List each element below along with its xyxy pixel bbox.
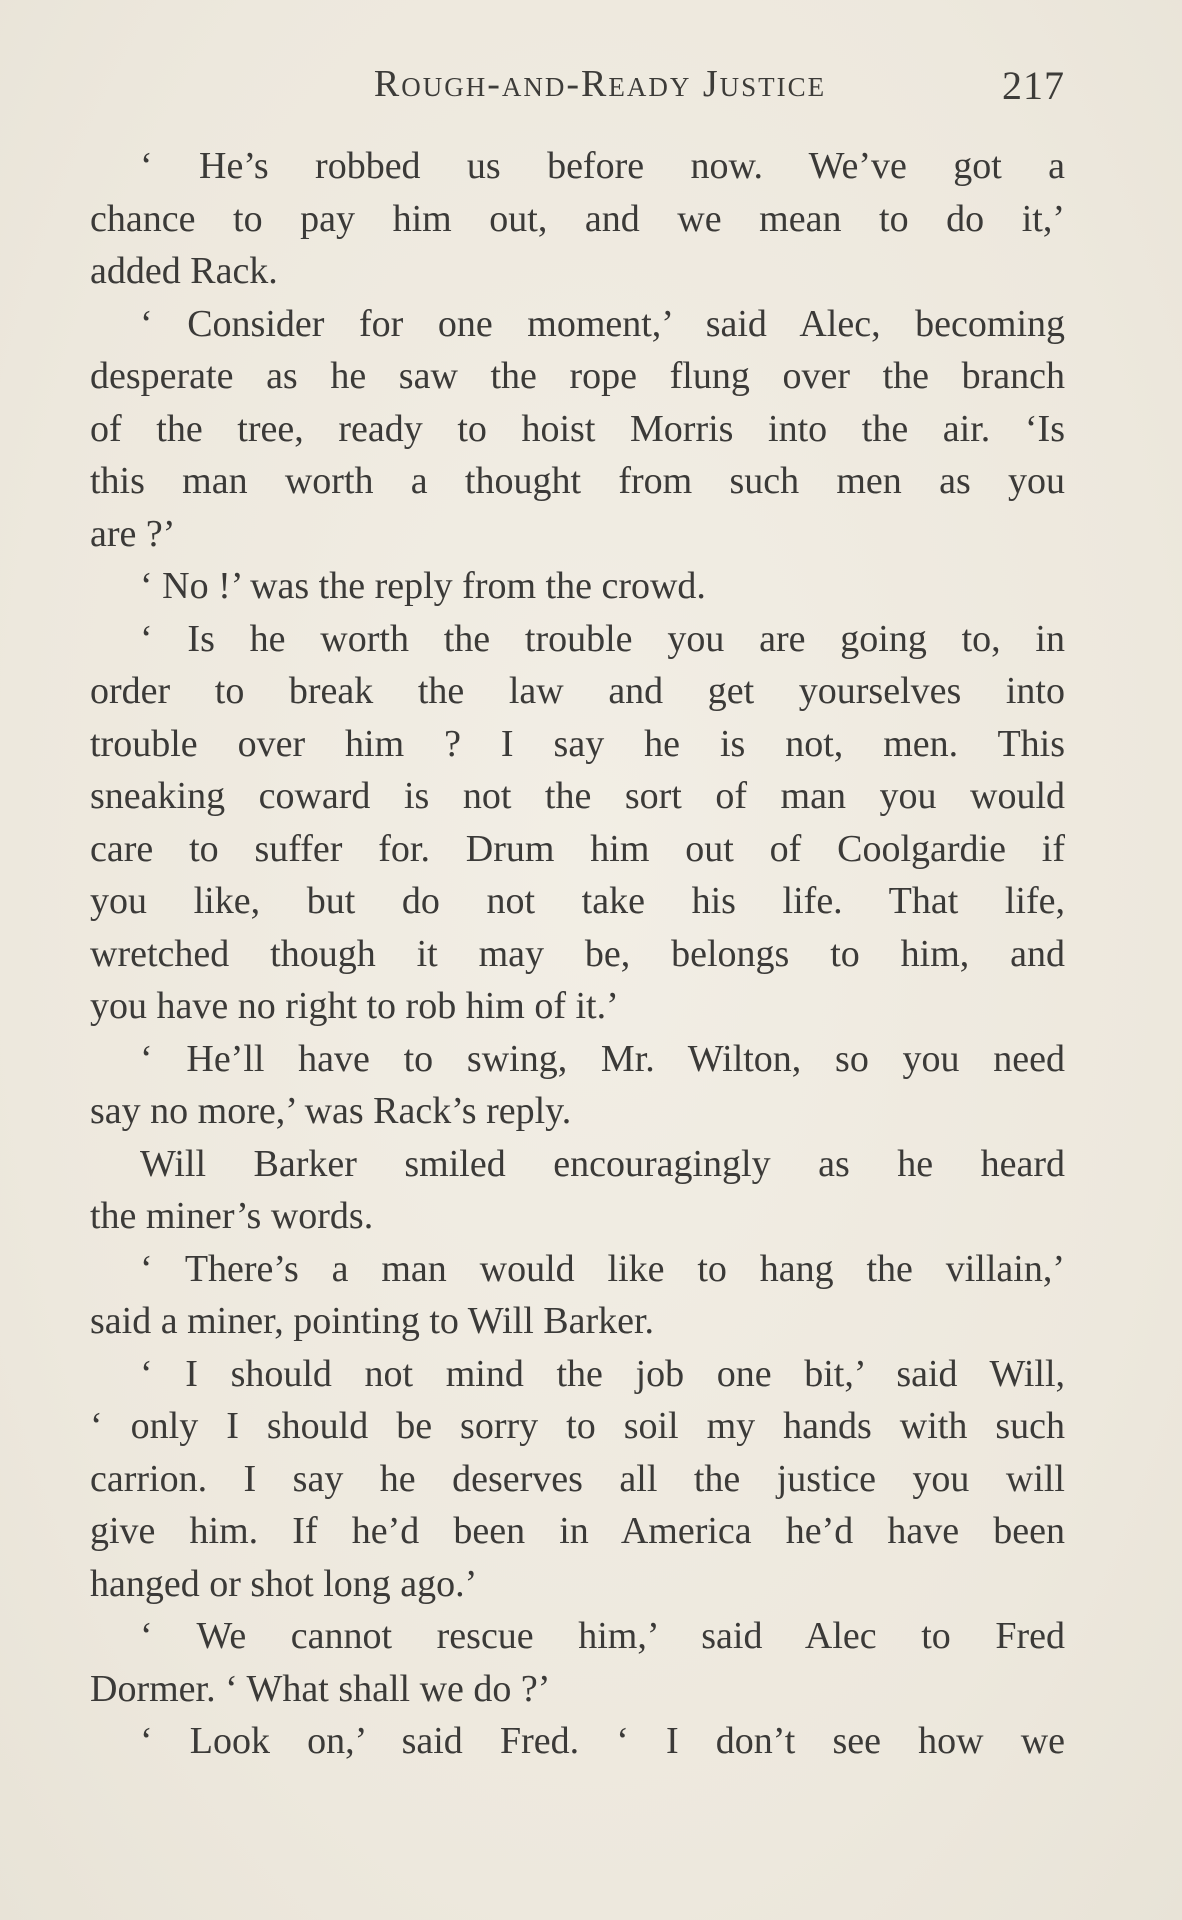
- text-line: ‘ No !’ was the reply from the crowd.: [140, 565, 706, 607]
- running-title: Rough-and-Ready Justice: [373, 63, 827, 105]
- text-line: care to suffer for. Drum him out of Coolgardie if: [90, 827, 1065, 870]
- text-line: said a miner, pointing to Will Barker.: [90, 1300, 655, 1342]
- text-line: this man worth a thought from such men as you: [90, 460, 1065, 502]
- text-line: the miner’s words.: [90, 1195, 374, 1237]
- text-line: order to break the law and get yourselves into: [90, 670, 1065, 712]
- text-line: say no more,’ was Rack’s reply.: [90, 1090, 572, 1132]
- text-line: ‘ He’s robbed us before now. We’ve got a: [140, 145, 1065, 187]
- text-line: trouble over him ? I say he is not, men. This: [90, 722, 1065, 765]
- text-line: you have no right to rob him of it.’: [90, 985, 619, 1027]
- text-line: ‘ Look on,’ said Fred. ‘ I don’t see how we: [140, 1720, 1065, 1762]
- text-line: Dormer. ‘ What shall we do ?’: [90, 1667, 551, 1710]
- text-line: sneaking coward is not the sort of man you would: [90, 775, 1065, 817]
- text-line: you like, but do not take his life. That life,: [90, 880, 1065, 922]
- text-line: desperate as he saw the rope flung over the branch: [90, 355, 1065, 397]
- text-line: give him. If he’d been in America he’d have been: [90, 1510, 1065, 1552]
- text-line: ‘ We cannot rescue him,’ said Alec to Fred: [140, 1615, 1065, 1657]
- text-line: ‘ There’s a man would like to hang the villain,’: [140, 1247, 1065, 1290]
- body-text: [90, 140, 1065, 1768]
- text-line: are ?’: [90, 512, 176, 555]
- text-line: ‘ I should not mind the job one bit,’ said Will,: [140, 1352, 1065, 1395]
- text-line: ‘ only I should be sorry to soil my hands with such: [90, 1405, 1065, 1447]
- running-head: [90, 62, 1065, 112]
- text-line: of the tree, ready to hoist Morris into the air. ‘Is: [90, 407, 1065, 450]
- text-line: ‘ Is he worth the trouble you are going to, in: [140, 617, 1065, 660]
- text-line: ‘ Consider for one moment,’ said Alec, becoming: [140, 302, 1065, 345]
- text-line: hanged or shot long ago.’: [90, 1562, 478, 1605]
- text-line: carrion. I say he deserves all the justice you will: [90, 1457, 1065, 1500]
- text-line: Will Barker smiled encouragingly as he heard: [140, 1142, 1065, 1185]
- text-line: chance to pay him out, and we mean to do it,’: [90, 197, 1065, 240]
- text-line: wretched though it may be, belongs to him, and: [90, 932, 1065, 975]
- text-line: added Rack.: [90, 250, 278, 292]
- page-number: 217: [1002, 63, 1065, 108]
- text-line: ‘ He’ll have to swing, Mr. Wilton, so you need: [140, 1037, 1065, 1080]
